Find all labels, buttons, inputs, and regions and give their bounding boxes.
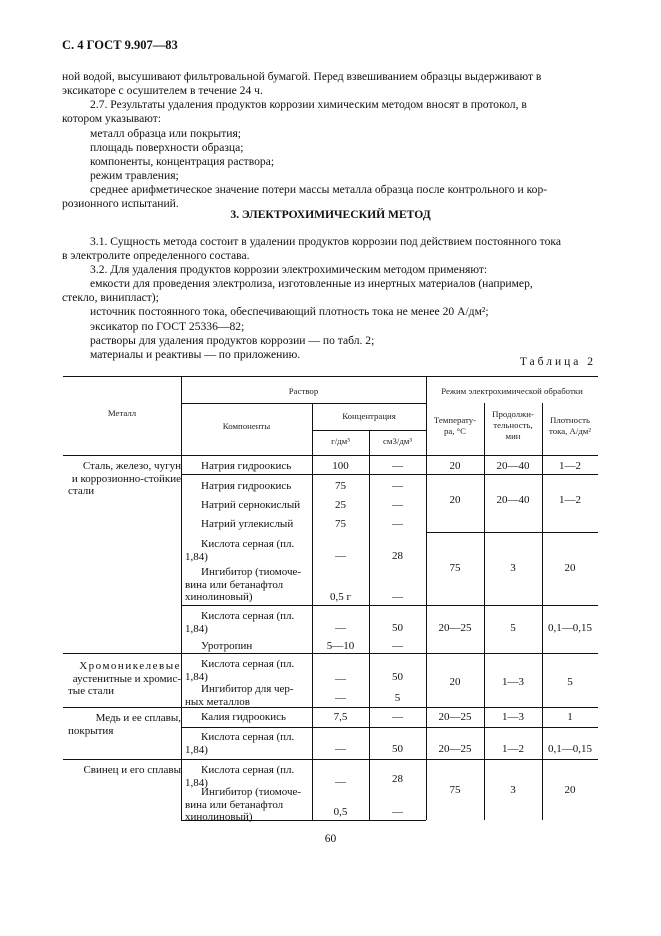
header-components: Компоненты <box>222 421 271 431</box>
component-cell: Ингибитор для чер- ных металлов <box>185 683 294 708</box>
header-concentration: Концентрация <box>342 411 396 421</box>
metal-copper: Медь и ее сплавы, покрытия <box>68 712 181 737</box>
section-title: 3. ЭЛЕКТРОХИМИЧЕСКИЙ МЕТОД <box>230 208 431 221</box>
density-cell: 20 <box>564 784 576 796</box>
duration-cell: 3 <box>510 784 516 796</box>
value-cell: 75 <box>335 480 346 492</box>
list-item: среднее арифметическое значение потери массы металла образца после контрольного и кор- <box>90 183 548 196</box>
value-cell: — <box>392 711 403 723</box>
list-item: стекло, винипласт); <box>62 291 159 304</box>
value-cell: 28 <box>392 773 403 785</box>
list-item: емкости для проведения электролиза, изготовленные из инертных материалов (например, <box>90 277 533 290</box>
temperature-cell: 75 <box>449 562 461 574</box>
value-cell: — <box>392 480 403 492</box>
duration-cell: 1—2 <box>502 743 524 755</box>
component-cell: Натрий сернокислый <box>201 499 301 511</box>
temperature-cell: 20—25 <box>438 622 472 634</box>
page-number: 60 <box>324 833 337 845</box>
paragraph-line: ной водой, высушивают фильтровальной бумагой. Перед взвешиванием образцы выдерживают в <box>62 70 542 83</box>
value-cell: — <box>335 550 346 562</box>
component-cell: Ингибитор (тиомоче- вина или бетанафтол хинолиновый) <box>185 566 302 603</box>
component-cell: Кислота серная (пл. 1,84) <box>185 764 295 789</box>
density-cell: 0,1—0,15 <box>548 622 592 634</box>
temperature-cell: 20 <box>449 494 461 506</box>
temperature-cell: 20—25 <box>438 711 472 723</box>
density-cell: 20 <box>564 562 576 574</box>
header-temperature: Температу- ра, °С <box>433 415 477 436</box>
value-cell: — <box>335 692 346 704</box>
component-cell: Натрий углекислый <box>201 518 294 530</box>
paragraph-line: 3.1. Сущность метода состоит в удалении продуктов коррозии под действием постоянного тока <box>90 235 562 248</box>
duration-cell: 1—3 <box>502 676 524 688</box>
density-cell: 1 <box>567 711 573 723</box>
value-cell: — <box>335 673 346 685</box>
value-cell: 28 <box>392 550 403 562</box>
list-item: розионного испытаний. <box>62 197 179 210</box>
header-solution: Раствор <box>288 386 319 396</box>
value-cell: 5 <box>394 692 401 704</box>
value-cell: — <box>335 743 346 755</box>
paragraph-line: в электролите определенного состава. <box>62 249 250 262</box>
header-cm3-per-dm3: см3/дм³ <box>383 436 412 446</box>
list-item: материалы и реактивы — по приложению. <box>90 348 301 361</box>
density-cell: 0,1—0,15 <box>548 743 592 755</box>
page-header: С. 4 ГОСТ 9.907—83 <box>62 38 178 52</box>
metal-steel: Сталь, железо, чугун и коррозионно-стойкие стали <box>68 460 181 497</box>
duration-cell: 3 <box>510 562 516 574</box>
header-metal: Металл <box>107 408 137 418</box>
list-item: источник постоянного тока, обеспечивающий плотность тока не менее 20 А/дм²; <box>90 305 489 318</box>
density-cell: 1—2 <box>559 494 581 506</box>
duration-cell: 5 <box>510 622 516 634</box>
value-cell: 0,5 <box>333 806 348 818</box>
component-cell: Натрия гидроокись <box>201 480 292 492</box>
value-cell: — <box>392 518 403 530</box>
value-cell: 25 <box>335 499 346 511</box>
value-cell: 100 <box>332 460 349 472</box>
component-cell: Кислота серная (пл. 1,84) <box>185 610 295 635</box>
metal-chromenickel: Хромоникелевые аустенитные и хромис- тые стали <box>68 660 181 697</box>
component-cell: Калия гидроокись <box>201 711 286 723</box>
temperature-cell: 75 <box>449 784 461 796</box>
table-caption: Таблица 2 <box>519 356 596 368</box>
metal-lead: Свинец и его сплавы <box>83 764 181 776</box>
value-cell: — <box>392 806 403 818</box>
component-cell: Ингибитор (тиомоче- вина или бетанафтол хинолиновый) <box>185 786 302 823</box>
value-cell: 5—10 <box>326 640 355 652</box>
value-cell: 50 <box>392 671 403 683</box>
paragraph-line: 3.2. Для удаления продуктов коррозии электрохимическим методом применяют: <box>90 263 488 276</box>
value-cell: — <box>335 776 346 788</box>
value-cell: — <box>392 460 403 472</box>
density-cell: 1—2 <box>559 460 581 472</box>
header-current-density: Плотность тока, А/дм² <box>548 415 592 436</box>
list-item: растворы для удаления продуктов коррозии — по табл. 2; <box>90 334 375 347</box>
temperature-cell: 20 <box>449 460 461 472</box>
value-cell: 75 <box>335 518 346 530</box>
list-item: площадь поверхности образца; <box>90 141 244 154</box>
header-g-per-dm3: г/дм³ <box>331 436 350 446</box>
value-cell: — <box>392 591 403 603</box>
list-item: компоненты, концентрация раствора; <box>90 155 275 168</box>
value-cell: 50 <box>392 622 403 634</box>
value-cell: 0,5 г <box>329 591 351 603</box>
value-cell: — <box>335 622 346 634</box>
component-cell: Кислота серная (пл. 1,84) <box>185 658 295 683</box>
component-cell: Уротропин <box>201 640 253 652</box>
duration-cell: 1—3 <box>502 711 524 723</box>
value-cell: — <box>392 640 403 652</box>
paragraph-line: 2.7. Результаты удаления продуктов коррозии химическим методом вносят в протокол, в <box>90 98 527 111</box>
temperature-cell: 20 <box>449 676 461 688</box>
temperature-cell: 20—25 <box>438 743 472 755</box>
duration-cell: 20—40 <box>496 460 530 472</box>
list-item: режим травления; <box>90 169 179 182</box>
component-cell: Натрия гидроокись <box>201 460 292 472</box>
component-cell: Кислота серная (пл. 1,84) <box>185 538 295 563</box>
value-cell: 50 <box>392 743 403 755</box>
list-item: эксикатор по ГОСТ 25336—82; <box>90 320 245 333</box>
list-item: металл образца или покрытия; <box>90 127 242 140</box>
density-cell: 5 <box>567 676 573 688</box>
header-duration: Продолжи- тельность, мин <box>492 409 534 441</box>
paragraph-line: котором указывают: <box>62 112 162 125</box>
value-cell: 7,5 <box>333 711 348 723</box>
duration-cell: 20—40 <box>496 494 530 506</box>
header-mode: Режим электрохимической обработки <box>441 386 583 396</box>
component-cell: Кислота серная (пл. 1,84) <box>185 731 295 756</box>
value-cell: — <box>392 499 403 511</box>
paragraph-line: эксикаторе с осушителем в течение 24 ч. <box>62 84 263 97</box>
